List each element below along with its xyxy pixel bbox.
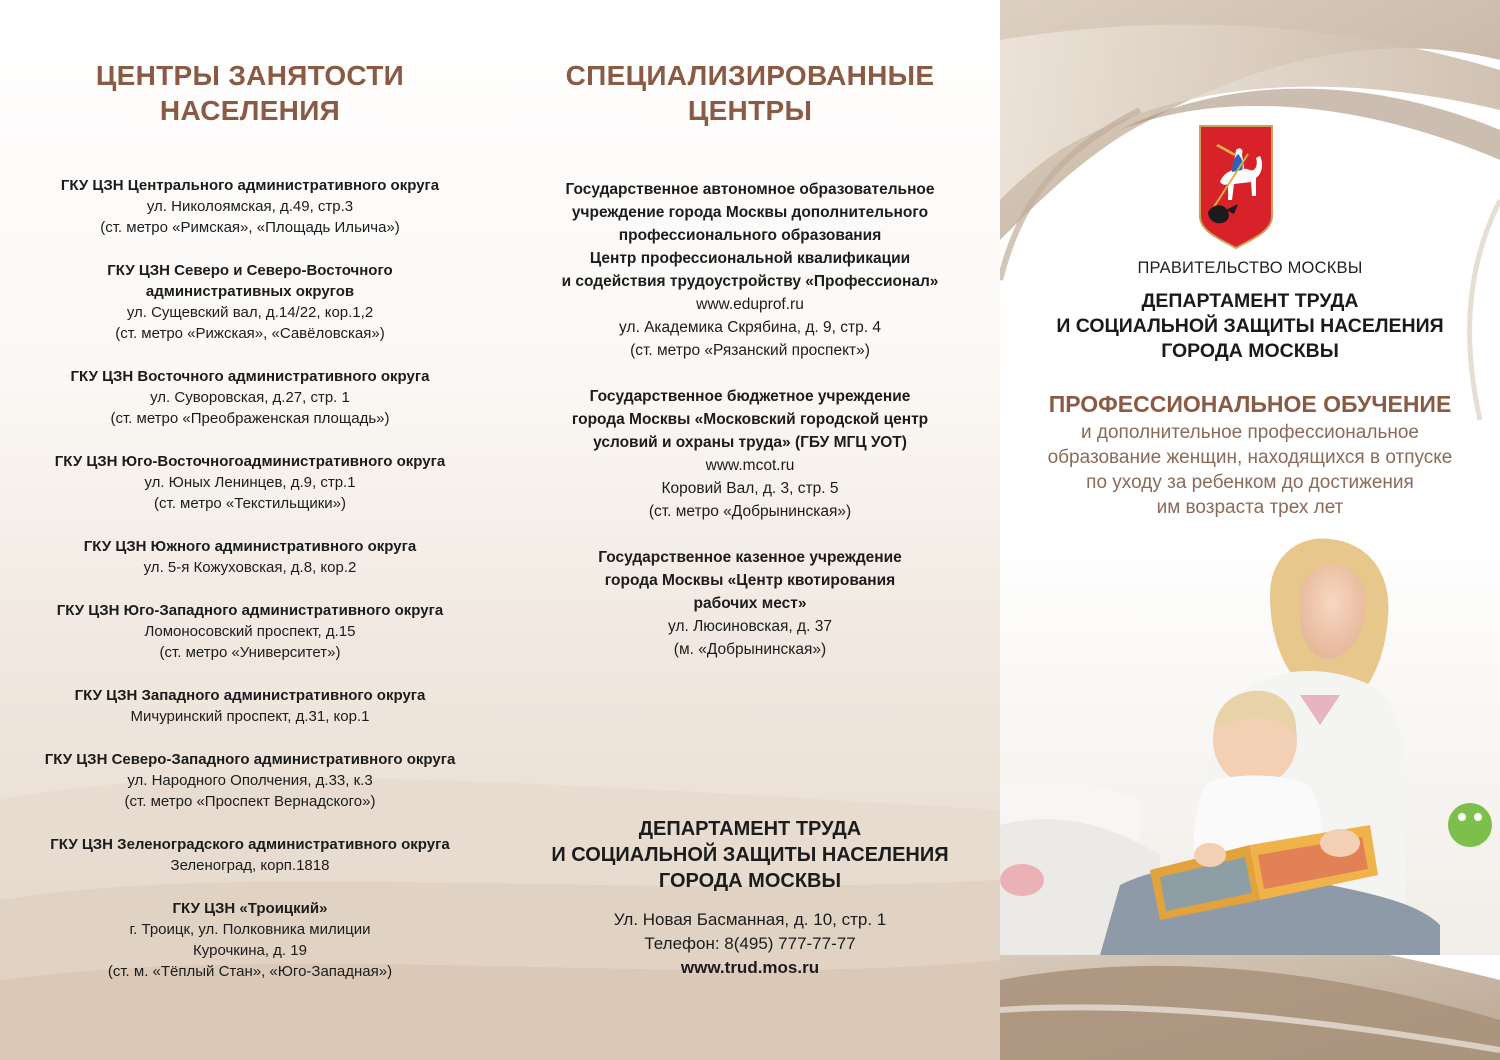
employment-center-entry-line: г. Троицк, ул. Полковника милиции — [129, 921, 371, 938]
specialized-center-entry-title: Государственное бюджетное учреждение — [589, 388, 911, 405]
employment-center-entry-line: Курочкина, д. 19 — [193, 942, 307, 959]
employment-center-entry — [0, 749, 500, 812]
specialized-center-entry-title: города Москвы «Московский городской центр — [571, 411, 929, 428]
employment-center-entry-line: Мичуринский проспект, д.31, кор.1 — [130, 708, 370, 725]
employment-center-entry-line: ул. Суворовская, д.27, стр. 1 — [150, 389, 350, 406]
employment-center-entry-line: ул. Народного Ополчения, д.33, к.3 — [127, 772, 373, 789]
employment-center-entry — [0, 175, 500, 238]
employment-center-entry — [0, 451, 500, 514]
specialized-center-entry-line: (ст. метро «Добрынинская») — [648, 503, 852, 520]
employment-centers-column — [0, 58, 500, 1004]
employment-center-entry — [0, 536, 500, 578]
employment-center-entry — [0, 834, 500, 876]
specialized-centers-list — [500, 178, 1000, 661]
department-name: ДЕПАРТАМЕНТ ТРУДА И СОЦИАЛЬНОЙ ЗАЩИТЫ НАСЕЛЕНИЯ ГОРОДА МОСКВЫ — [1056, 290, 1444, 362]
specialized-centers-column — [500, 58, 1000, 684]
employment-center-entry-title: ГКУ ЦЗН Восточного административного округа — [70, 368, 430, 385]
specialized-center-entry-line: www.eduprof.ru — [696, 296, 804, 313]
employment-center-entry-line: ул. 5-я Кожуховская, д.8, кор.2 — [143, 559, 357, 576]
department-address: Ул. Новая Басманная, д. 10, стр. 1 — [613, 910, 887, 929]
department-phone: Телефон: 8(495) 777-77-77 — [644, 934, 856, 953]
employment-center-entry-title: ГКУ ЦЗН Западного административного округа — [74, 687, 426, 704]
employment-center-entry-title: ГКУ ЦЗН «Троицкий» — [172, 900, 328, 917]
moscow-coat-of-arms-icon — [1198, 124, 1274, 250]
specialized-center-entry-title: профессионального образования — [618, 227, 882, 244]
specialized-center-entry — [500, 546, 1000, 661]
brochure-subtitle: и дополнительное профессиональное образование женщин, находящихся в отпуске по уходу за ребенком до достижения им возраста трех лет — [1047, 422, 1453, 518]
cover-panel — [1000, 0, 1500, 1060]
employment-center-entry-line: (ст. метро «Рижская», «Савёловская») — [115, 325, 385, 342]
specialized-center-entry-title: Государственное казенное учреждение — [598, 549, 902, 566]
department-contacts — [500, 816, 1000, 980]
employment-center-entry-line: (ст. метро «Преображенская площадь») — [110, 410, 390, 427]
employment-center-entry-title: ГКУ ЦЗН Центрального административного округа — [60, 177, 440, 194]
employment-center-entry — [0, 898, 500, 982]
employment-center-entry-title: административных округов — [145, 283, 355, 300]
government-label: ПРАВИТЕЛЬСТВО МОСКВЫ — [1137, 259, 1363, 277]
specialized-center-entry-line: Коровий Вал, д. 3, стр. 5 — [661, 480, 839, 497]
employment-center-entry — [0, 600, 500, 663]
specialized-center-entry-title: Центр профессиональной квалификации — [589, 250, 911, 267]
specialized-center-entry-title: учреждение города Москвы дополнительного — [571, 204, 929, 221]
specialized-center-entry-line: (м. «Добрынинская») — [673, 641, 827, 658]
specialized-center-entry-title: рабочих мест» — [693, 595, 807, 612]
specialized-centers-heading: СПЕЦИАЛИЗИРОВАННЫЕ ЦЕНТРЫ — [565, 60, 935, 126]
specialized-center-entry — [500, 178, 1000, 362]
specialized-center-entry-line: www.mcot.ru — [705, 457, 795, 474]
employment-center-entry-line: (ст. м. «Тёплый Стан», «Юго-Западная») — [107, 963, 393, 980]
employment-center-entry-title: ГКУ ЦЗН Северо и Северо-Восточного — [107, 262, 393, 279]
employment-center-entry-line: (ст. метро «Университет») — [159, 644, 341, 661]
specialized-center-entry-line: ул. Люсиновская, д. 37 — [668, 618, 832, 635]
employment-center-entry-line: (ст. метро «Проспект Вернадского») — [124, 793, 376, 810]
mother-and-baby-photo — [1000, 525, 1500, 955]
employment-center-entry-title: ГКУ ЦЗН Северо-Западного административного округа — [44, 751, 456, 768]
employment-center-entry — [0, 260, 500, 344]
specialized-center-entry-title: города Москвы «Центр квотирования — [604, 572, 896, 589]
specialized-center-entry-title: и содействия трудоустройству «Профессионал» — [561, 273, 939, 290]
employment-centers-heading: ЦЕНТРЫ ЗАНЯТОСТИ НАСЕЛЕНИЯ — [95, 60, 405, 126]
employment-center-entry-title: ГКУ ЦЗН Южного административного округа — [83, 538, 417, 555]
employment-center-entry — [0, 366, 500, 429]
employment-center-entry-line: (ст. метро «Текстильщики») — [154, 495, 346, 512]
employment-center-entry-line: ул. Юных Ленинцев, д.9, стр.1 — [144, 474, 356, 491]
employment-centers-list — [0, 175, 500, 982]
specialized-center-entry — [500, 385, 1000, 523]
employment-center-entry-title: ГКУ ЦЗН Юго-Восточногоадминистративного округа — [54, 453, 446, 470]
employment-center-entry-title: ГКУ ЦЗН Зеленоградского административного округа — [50, 836, 450, 853]
employment-center-entry-line: Ломоносовский проспект, д.15 — [144, 623, 356, 640]
department-contacts-title: ДЕПАРТАМЕНТ ТРУДА И СОЦИАЛЬНОЙ ЗАЩИТЫ НАСЕЛЕНИЯ ГОРОДА МОСКВЫ — [551, 818, 949, 892]
specialized-center-entry-line: ул. Академика Скрябина, д. 9, стр. 4 — [619, 319, 881, 336]
department-website-link[interactable]: www.trud.mos.ru — [680, 958, 820, 977]
employment-center-entry-title: ГКУ ЦЗН Юго-Западного административного округа — [56, 602, 444, 619]
employment-center-entry-line: ул. Сущевский вал, д.14/22, кор.1,2 — [126, 304, 374, 321]
specialized-center-entry-title: Государственное автономное образовательное — [565, 181, 935, 198]
employment-center-entry — [0, 685, 500, 727]
employment-center-entry-line: ул. Николоямская, д.49, стр.3 — [146, 198, 354, 215]
employment-center-entry-line: Зеленоград, корп.1818 — [170, 857, 330, 874]
employment-center-entry-line: (ст. метро «Римская», «Площадь Ильича») — [100, 219, 400, 236]
specialized-center-entry-title: условий и охраны труда» (ГБУ МГЦ УОТ) — [593, 434, 907, 451]
brochure-title: ПРОФЕССИОНАЛЬНОЕ ОБУЧЕНИЕ — [1048, 391, 1452, 417]
specialized-center-entry-line: (ст. метро «Рязанский проспект») — [630, 342, 870, 359]
